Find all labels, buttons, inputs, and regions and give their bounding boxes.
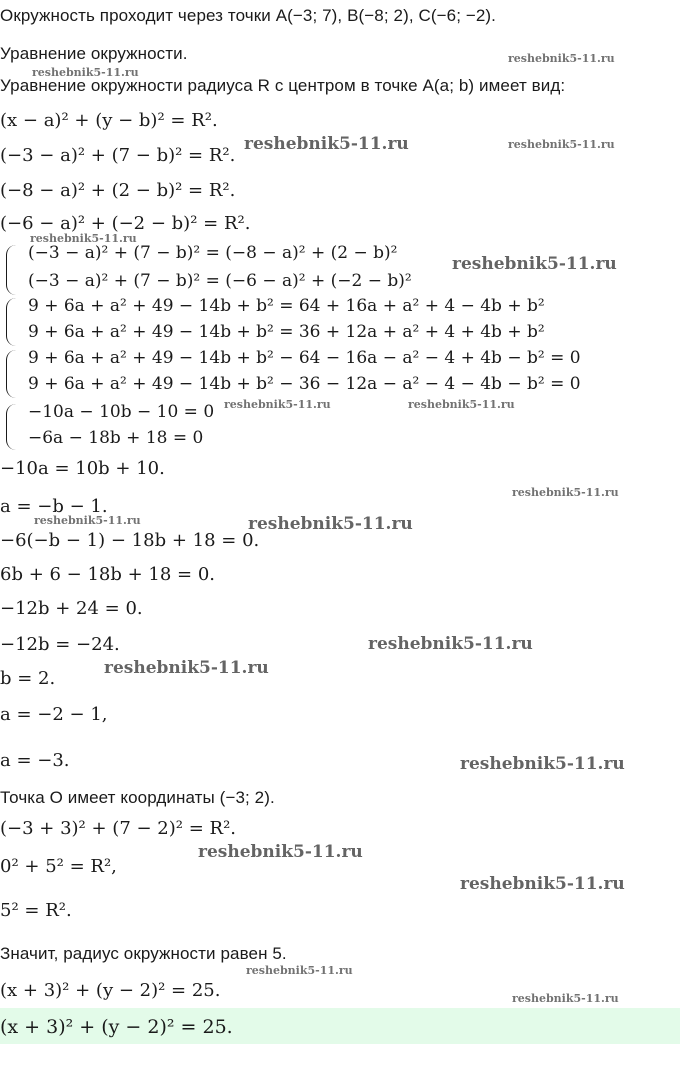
system-3	[2, 348, 642, 402]
watermark: reshebnik5-11.ru	[244, 134, 409, 154]
system-brace	[6, 245, 17, 295]
step-6: −12b = −24.	[0, 634, 120, 655]
system-3-row-2: 9 + 6a + a² + 49 − 14b + b² − 36 − 12a − a² − 4 − 4b − b² = 0	[28, 374, 581, 394]
radius-step-1: (−3 + 3)² + (7 − 2)² = R².	[0, 818, 237, 839]
system-2	[2, 296, 642, 350]
watermark: reshebnik5-11.ru	[508, 52, 615, 65]
system-2-row-2: 9 + 6a + a² + 49 − 14b + b² = 36 + 12a + a² + 4 + 4b + b²	[28, 322, 545, 342]
intro-text: Уравнение окружности радиуса R с центром в точке A(a; b) имеет вид:	[0, 76, 566, 95]
step-9: a = −3.	[0, 750, 70, 771]
equation-point-b: (−8 − a)² + (2 − b)² = R².	[0, 180, 236, 201]
watermark: reshebnik5-11.ru	[198, 842, 363, 862]
step-3: −6(−b − 1) − 18b + 18 = 0.	[0, 530, 260, 551]
radius-step-2: 0² + 5² = R²,	[0, 856, 117, 877]
system-2-row-1: 9 + 6a + a² + 49 − 14b + b² = 64 + 16a + a² + 4 − 4b + b²	[28, 296, 545, 316]
system-1-row-2: (−3 − a)² + (7 − b)² = (−6 − a)² + (−2 − b)²	[28, 271, 412, 291]
system-4-row-2: −6a − 18b + 18 = 0	[28, 428, 204, 448]
watermark: reshebnik5-11.ru	[452, 254, 617, 274]
final-equation: (x + 3)² + (y − 2)² = 25.	[0, 980, 221, 1001]
watermark: reshebnik5-11.ru	[32, 66, 139, 79]
problem-statement: Окружность проходит через точки A(−3; 7), B(−8; 2), C(−6; −2).	[0, 6, 497, 25]
watermark: reshebnik5-11.ru	[248, 514, 413, 534]
system-brace	[6, 298, 17, 346]
watermark: reshebnik5-11.ru	[246, 964, 353, 977]
watermark: reshebnik5-11.ru	[508, 138, 615, 151]
step-1: −10a = 10b + 10.	[0, 458, 165, 479]
system-4-row-1: −10a − 10b − 10 = 0	[28, 402, 215, 422]
watermark: reshebnik5-11.ru	[512, 486, 619, 499]
center-text: Точка O имеет координаты (−3; 2).	[0, 788, 275, 807]
system-brace	[6, 404, 17, 450]
watermark: reshebnik5-11.ru	[408, 398, 515, 411]
watermark: reshebnik5-11.ru	[512, 992, 619, 1005]
radius-step-3: 5² = R².	[0, 900, 72, 921]
answer-equation: (x + 3)² + (y − 2)² = 25.	[0, 1016, 233, 1038]
step-5: −12b + 24 = 0.	[0, 598, 143, 619]
equation-point-a: (−3 − a)² + (7 − b)² = R².	[0, 145, 236, 166]
watermark: reshebnik5-11.ru	[30, 232, 137, 245]
watermark: reshebnik5-11.ru	[224, 398, 331, 411]
step-8: a = −2 − 1,	[0, 704, 108, 725]
watermark: reshebnik5-11.ru	[34, 514, 141, 527]
system-1-row-1: (−3 − a)² + (7 − b)² = (−8 − a)² + (2 − b)²	[28, 243, 398, 263]
step-4: 6b + 6 − 18b + 18 = 0.	[0, 564, 216, 585]
watermark: reshebnik5-11.ru	[368, 634, 533, 654]
system-brace	[6, 350, 17, 398]
radius-text: Значит, радиус окружности равен 5.	[0, 944, 287, 963]
step-7: b = 2.	[0, 668, 56, 689]
watermark: reshebnik5-11.ru	[460, 874, 625, 894]
watermark: reshebnik5-11.ru	[104, 658, 269, 678]
answer-box	[0, 1008, 680, 1044]
section-heading: Уравнение окружности.	[0, 44, 188, 63]
step-2: a = −b − 1.	[0, 496, 108, 517]
watermark: reshebnik5-11.ru	[460, 754, 625, 774]
equation-point-c: (−6 − a)² + (−2 − b)² = R².	[0, 213, 251, 234]
system-3-row-1: 9 + 6a + a² + 49 − 14b + b² − 64 − 16a − a² − 4 + 4b − b² = 0	[28, 348, 581, 368]
general-equation: (x − a)² + (y − b)² = R².	[0, 110, 218, 131]
